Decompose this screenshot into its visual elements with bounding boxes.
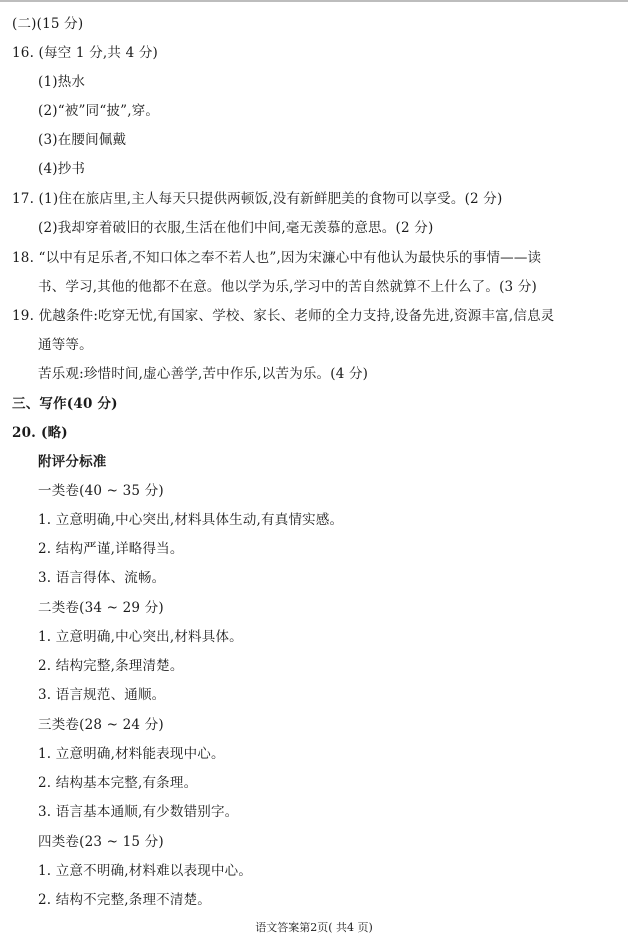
tier-1-item-2: 2. 结构严谨,详略得当。 [38, 541, 184, 557]
tier-4-title: 四类卷(23 ~ 15 分) [38, 834, 164, 850]
q19-line-2: 通等等。 [38, 337, 93, 353]
q17-line-2: (2)我却穿着破旧的衣服,生活在他们中间,毫无羡慕的意思。(2 分) [38, 220, 434, 236]
q17-line-1: 17. (1)住在旅店里,主人每天只提供两顿饭,没有新鲜肥美的食物可以享受。(2 分) [12, 191, 503, 207]
tier-3-title: 三类卷(28 ~ 24 分) [38, 717, 164, 733]
tier-2-item-2: 2. 结构完整,条理清楚。 [38, 658, 184, 674]
q16-answer-1: (1)热水 [38, 74, 86, 90]
tier-1-title: 一类卷(40 ~ 35 分) [38, 483, 164, 499]
tier-3-item-3: 3. 语言基本通顺,有少数错别字。 [38, 804, 239, 820]
q18-line-2: 书、学习,其他的他都不在意。他以学为乐,学习中的苦自然就算不上什么了。(3 分) [38, 279, 537, 295]
section3-heading: 三、写作(40 分) [12, 396, 118, 412]
tier-1-item-3: 3. 语言得体、流畅。 [38, 570, 166, 586]
tier-1-item-1: 1. 立意明确,中心突出,材料具体生动,有真情实感。 [38, 512, 344, 528]
top-rule [0, 0, 628, 2]
q16-answer-4: (4)抄书 [38, 161, 86, 177]
tier-2-item-1: 1. 立意明确,中心突出,材料具体。 [38, 629, 243, 645]
q19-line-3: 苦乐观:珍惜时间,虚心善学,苦中作乐,以苦为乐。(4 分) [38, 366, 369, 382]
page-footer: 语文答案第2页( 共4 页) [255, 921, 373, 934]
tier-4-item-1: 1. 立意不明确,材料难以表现中心。 [38, 863, 253, 879]
q20-label: 20. (略) [12, 425, 68, 441]
tier-3-item-1: 1. 立意明确,材料能表现中心。 [38, 746, 225, 762]
tier-2-item-3: 3. 语言规范、通顺。 [38, 687, 166, 703]
q16-label: 16. (每空 1 分,共 4 分) [12, 45, 159, 61]
tier-4-item-2: 2. 结构不完整,条理不清楚。 [38, 892, 211, 908]
q19-line-1: 19. 优越条件:吃穿无忧,有国家、学校、家长、老师的全力支持,设备先进,资源丰富,信息灵 [12, 308, 555, 324]
q16-answer-3: (3)在腰间佩戴 [38, 132, 127, 148]
criteria-title: 附评分标准 [38, 454, 107, 470]
tier-2-title: 二类卷(34 ~ 29 分) [38, 600, 164, 616]
q18-line-1: 18. “以中有足乐者,不知口体之奉不若人也”,因为宋濂心中有他认为最快乐的事情——读 [12, 250, 542, 266]
q16-answer-2: (2)“被”同“披”,穿。 [38, 103, 160, 119]
tier-3-item-2: 2. 结构基本完整,有条理。 [38, 775, 198, 791]
section2-heading: (二)(15 分) [12, 16, 84, 32]
